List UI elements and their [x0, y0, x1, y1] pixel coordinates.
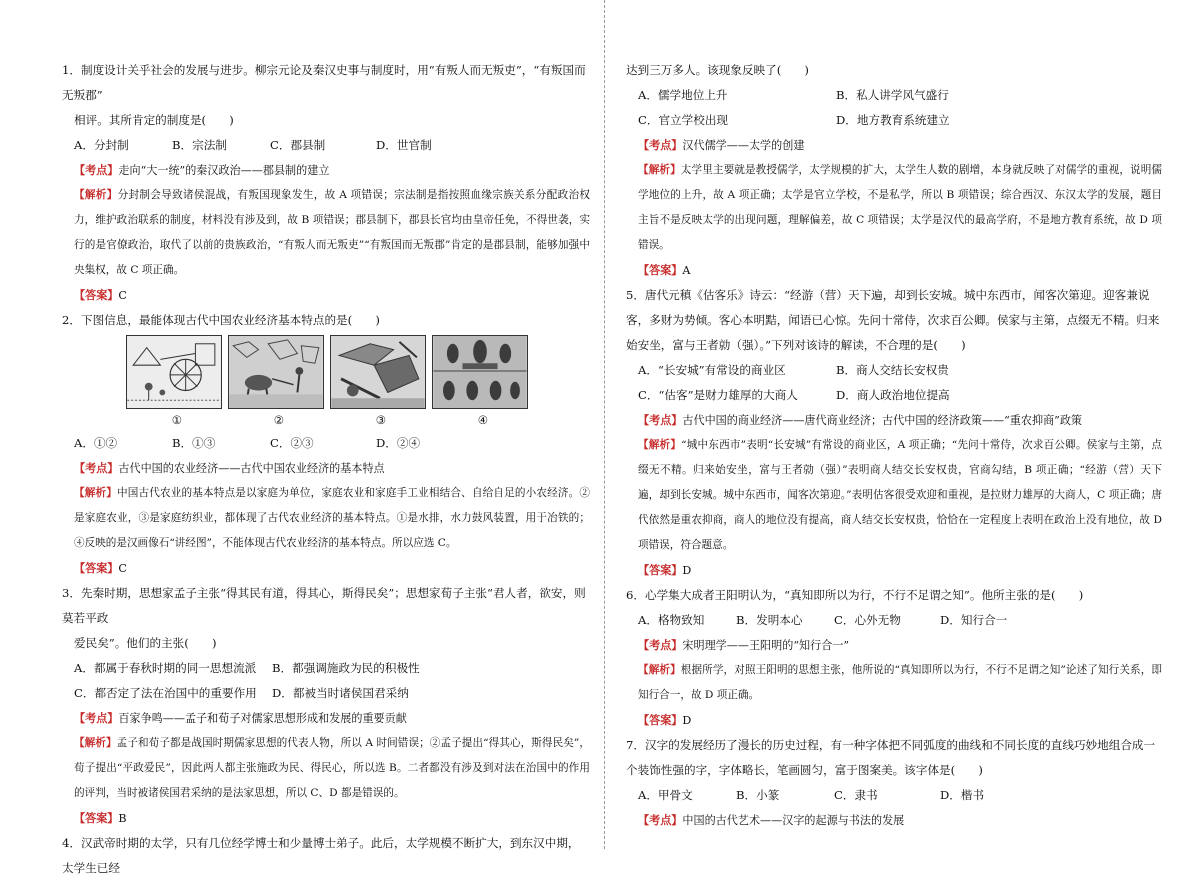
question-stem: 1．制度设计关乎社会的发展与进步。柳宗元论及秦汉史事与制度时，用“有叛人而无叛吏”，“有叛国而无叛郡”	[62, 63, 586, 102]
jiexi-tag: 【解析】	[638, 439, 682, 451]
jiexi-tag: 【解析】	[74, 189, 118, 201]
jiexi-tag: 【解析】	[74, 487, 118, 499]
jiexi	[626, 433, 1162, 558]
figure-labels	[62, 409, 590, 431]
jiexi-tag: 【解析】	[74, 737, 117, 749]
option-d: D．地方教育系统建立	[836, 113, 950, 127]
kaodian-tag: 【考点】	[74, 164, 119, 177]
kaodian	[62, 706, 590, 731]
kaodian-text: 中国的古代艺术——汉字的起源与书法的发展	[682, 814, 905, 827]
jiexi	[626, 658, 1162, 708]
option-d: D．②④	[376, 436, 421, 450]
kaodian-text: 百家争鸣——孟子和荀子对儒家思想形成和发展的重要贡献	[118, 712, 407, 725]
answer-text: C	[118, 289, 127, 302]
option-b: B．小篆	[736, 788, 780, 802]
figure-water-bellows	[126, 335, 222, 409]
question-3	[62, 581, 590, 831]
option-a: A．①②	[74, 436, 118, 450]
option-a: A．“长安城”有常设的商业区	[638, 363, 786, 377]
kaodian	[626, 633, 1162, 658]
option-a: A．分封制	[74, 138, 129, 152]
water-bellows-illustration	[127, 336, 221, 408]
options	[626, 608, 1162, 633]
question-4-cont	[626, 58, 1162, 283]
options	[62, 656, 590, 706]
figure-label-3: ③	[375, 413, 387, 427]
option-c: C．官立学校出现	[638, 113, 729, 127]
answer	[62, 806, 590, 831]
kaodian-text: 宋明理学——王阳明的“知行合一”	[682, 639, 850, 652]
weaving-illustration	[331, 336, 425, 408]
figure-weaving	[330, 335, 426, 409]
jiexi-text: 中国古代农业的基本特点是以家庭为单位，家庭农业和家庭手工业相结合、自给自足的小农经济。②是家庭农业，③是家庭纺织业，都体现了古代农业经济的基本特点。①是水排，水力鼓风装置，用于冶铁的；④反映的是汉画像石“讲经图”，不能体现古代农业经济的基本特点。所以应选 C。	[74, 487, 590, 549]
jiexi	[62, 481, 590, 556]
kaodian-text: 汉代儒学——太学的创建	[682, 139, 805, 152]
question-stem: 7．汉字的发展经历了漫长的历史过程，有一种字体把不同弧度的曲线和不同长度的直线巧妙地组合成一个装饰性强的字，字体略长，笔画圆匀，富于图案美。该字体是( )	[626, 738, 1156, 777]
kaodian-tag: 【考点】	[74, 712, 119, 725]
kaodian	[62, 456, 590, 481]
option-b: B．都强调施政为民的积极性	[272, 661, 420, 675]
answer-tag: 【答案】	[74, 289, 119, 302]
kaodian-text: 古代中国的商业经济——唐代商业经济；古代中国的经济政策——“重农抑商”政策	[682, 414, 1083, 427]
kaodian-tag: 【考点】	[638, 414, 683, 427]
option-c: C．“估客”是财力雄厚的大商人	[638, 388, 798, 402]
figure-label-4: ④	[477, 413, 489, 427]
options	[62, 431, 590, 456]
question-stem: 5．唐代元稹《估客乐》诗云：“经游（营）天下遍，却到长安城。城中东西市，闻客次第迎。迎客兼说客，多财为势倾。客心本明黠，闻语已心惊。先问十常侍，次求百公卿。侯家与主第，点缀无不精。归来始安坐，富与王者勍（强）。”下列对该诗的解读，不合理的是( )	[626, 288, 1160, 352]
option-a: A．都属于春秋时期的同一思想流派	[74, 661, 257, 675]
options	[62, 133, 590, 158]
option-a: A．格物致知	[638, 613, 705, 627]
option-b: B．①③	[172, 436, 216, 450]
options	[626, 358, 1162, 408]
options	[626, 783, 1162, 808]
lecture-illustration	[433, 336, 527, 408]
question-stem-cont: 相评。其所肯定的制度是( )	[74, 113, 234, 127]
kaodian-text: 古代中国的农业经济——古代中国农业经济的基本特点	[118, 462, 385, 475]
left-column	[62, 58, 590, 881]
answer	[626, 708, 1162, 733]
option-b: B．私人讲学风气盛行	[836, 88, 949, 102]
answer	[626, 258, 1162, 283]
jiexi-text: 孟子和荀子都是战国时期儒家思想的代表人物，所以 A 时间错误；②孟子提出“得其心，斯得民矣”，荀子提出“平政爱民”，因此两人都主张施政为民、得民心，所以选 B。二者都没有涉及到对法在治国中的作用的评判，当时被诸侯国君采纳的是法家思想，所以 C、D 都是错误的。	[74, 737, 591, 799]
option-b: B．商人交结长安权贵	[836, 363, 949, 377]
kaodian-tag: 【考点】	[74, 462, 119, 475]
question-stem: 6．心学集大成者王阳明认为，“真知即所以为行，不行不足谓之知”。他所主张的是( )	[626, 588, 1084, 602]
option-d: D．商人政治地位提高	[836, 388, 950, 402]
question-stem: 4．汉武帝时期的太学，只有几位经学博士和少量博士弟子。此后，太学规模不断扩大，到东汉中期，太学生已经	[62, 836, 580, 875]
kaodian-tag: 【考点】	[638, 139, 683, 152]
answer-tag: 【答案】	[638, 264, 683, 277]
jiexi-text: 太学里主要就是教授儒学，太学规模的扩大，太学生人数的剧增，本身就反映了对儒学的重视，说明儒学地位的上升，故 A 项正确；太学是官立学校，不是私学，所以 B 项错误；综合西汉、东汉太学的发展，题目主旨不是反映太学的出现问题，理解偏差，故 C 项错误；太学是汉代的最高学府，不是地方教育系统，故 D 项错误。	[638, 164, 1163, 251]
answer-tag: 【答案】	[74, 562, 119, 575]
question-stem-cont: 达到三万多人。该现象反映了( )	[626, 63, 809, 77]
answer-tag: 【答案】	[638, 714, 683, 727]
question-4	[62, 831, 590, 881]
answer-text: C	[118, 562, 127, 575]
option-d: D．世官制	[376, 138, 432, 152]
right-column	[626, 58, 1162, 833]
ox-plowing-illustration	[229, 336, 323, 408]
question-5	[626, 283, 1162, 583]
figure-lecture	[432, 335, 528, 409]
option-b: B．宗法制	[172, 138, 227, 152]
jiexi	[62, 731, 590, 806]
jiexi-text: 根据所学，对照王阳明的思想主张，他所说的“真知即所以为行，不行不足谓之知”论述了知行关系，即知行合一，故 D 项正确。	[638, 664, 1163, 701]
option-d: D．都被当时诸侯国君采纳	[272, 686, 409, 700]
option-d: D．楷书	[940, 788, 985, 802]
answer-text: B	[118, 812, 127, 825]
question-7	[626, 733, 1162, 833]
answer	[62, 556, 590, 581]
figure-row	[62, 335, 590, 409]
option-c: C．心外无物	[834, 613, 901, 627]
jiexi-text: 分封制会导致诸侯混战，有叛国现象发生，故 A 项错误；宗法制是指按照血缘宗族关系分配政治权力，维护政治联系的制度，材料没有涉及到，故 B 项错误；郡县制下，郡县长官均由皇帝任免，不得世袭，实行的是官僚政治，取代了以前的贵族政治，“有叛人而无叛吏”“有叛国而无叛郡”肯定的是郡县制，能够加强中央集权，故 C 项正确。	[74, 189, 590, 276]
option-c: C．都否定了法在治国中的重要作用	[74, 686, 257, 700]
options	[626, 83, 1162, 133]
question-stem: 2．下图信息，最能体现古代中国农业经济基本特点的是( )	[62, 313, 380, 327]
option-c: C．②③	[270, 436, 314, 450]
figure-label-1: ①	[171, 413, 183, 427]
jiexi-text: “城中东西市”表明“长安城”有常设的商业区，A 项正确；“先问十常侍，次求百公卿。侯家与主第，点缀无不精。归来始安坐，富与王者勍（强）”表明商人结交长安权贵，官商勾结，B 项正确；“经游（营）天下遍，却到长安城。城中东西市，闻客次第迎。”表明估客很受欢迎和重视，是拉财力雄厚的大商人，C 项正确；唐代依然是重农抑商，商人的地位没有提高，商人结交长安权贵，恰恰在一定程度上表明在政治上没有地位，故 D 项错误，符合题意。	[638, 439, 1162, 551]
kaodian-text: 走向“大一统”的秦汉政治——郡县制的建立	[118, 164, 330, 177]
jiexi	[62, 183, 590, 283]
question-stem-cont: 爱民矣”。他们的主张( )	[74, 636, 217, 650]
figure-ox-plowing	[228, 335, 324, 409]
jiexi	[626, 158, 1162, 258]
kaodian-tag: 【考点】	[638, 639, 683, 652]
answer-text: D	[682, 714, 692, 727]
answer	[62, 283, 590, 308]
figure-label-2: ②	[273, 413, 285, 427]
kaodian	[626, 133, 1162, 158]
answer-text: A	[682, 264, 691, 277]
question-stem: 3．先秦时期，思想家孟子主张“得其民有道，得其心，斯得民矣”；思想家荀子主张“君人者，欲安，则莫若平政	[62, 586, 586, 625]
option-c: C．隶书	[834, 788, 878, 802]
kaodian	[62, 158, 590, 183]
jiexi-tag: 【解析】	[638, 164, 681, 176]
column-divider	[604, 0, 605, 849]
question-6	[626, 583, 1162, 733]
option-d: D．知行合一	[940, 613, 1008, 627]
answer-text: D	[682, 564, 692, 577]
answer	[626, 558, 1162, 583]
option-b: B．发明本心	[736, 613, 803, 627]
answer-tag: 【答案】	[74, 812, 119, 825]
option-a: A．甲骨文	[638, 788, 693, 802]
question-2	[62, 308, 590, 581]
answer-tag: 【答案】	[638, 564, 683, 577]
option-c: C．郡县制	[270, 138, 326, 152]
kaodian	[626, 408, 1162, 433]
kaodian	[626, 808, 1162, 833]
kaodian-tag: 【考点】	[638, 814, 683, 827]
option-a: A．儒学地位上升	[638, 88, 728, 102]
question-1	[62, 58, 590, 308]
jiexi-tag: 【解析】	[638, 664, 681, 676]
